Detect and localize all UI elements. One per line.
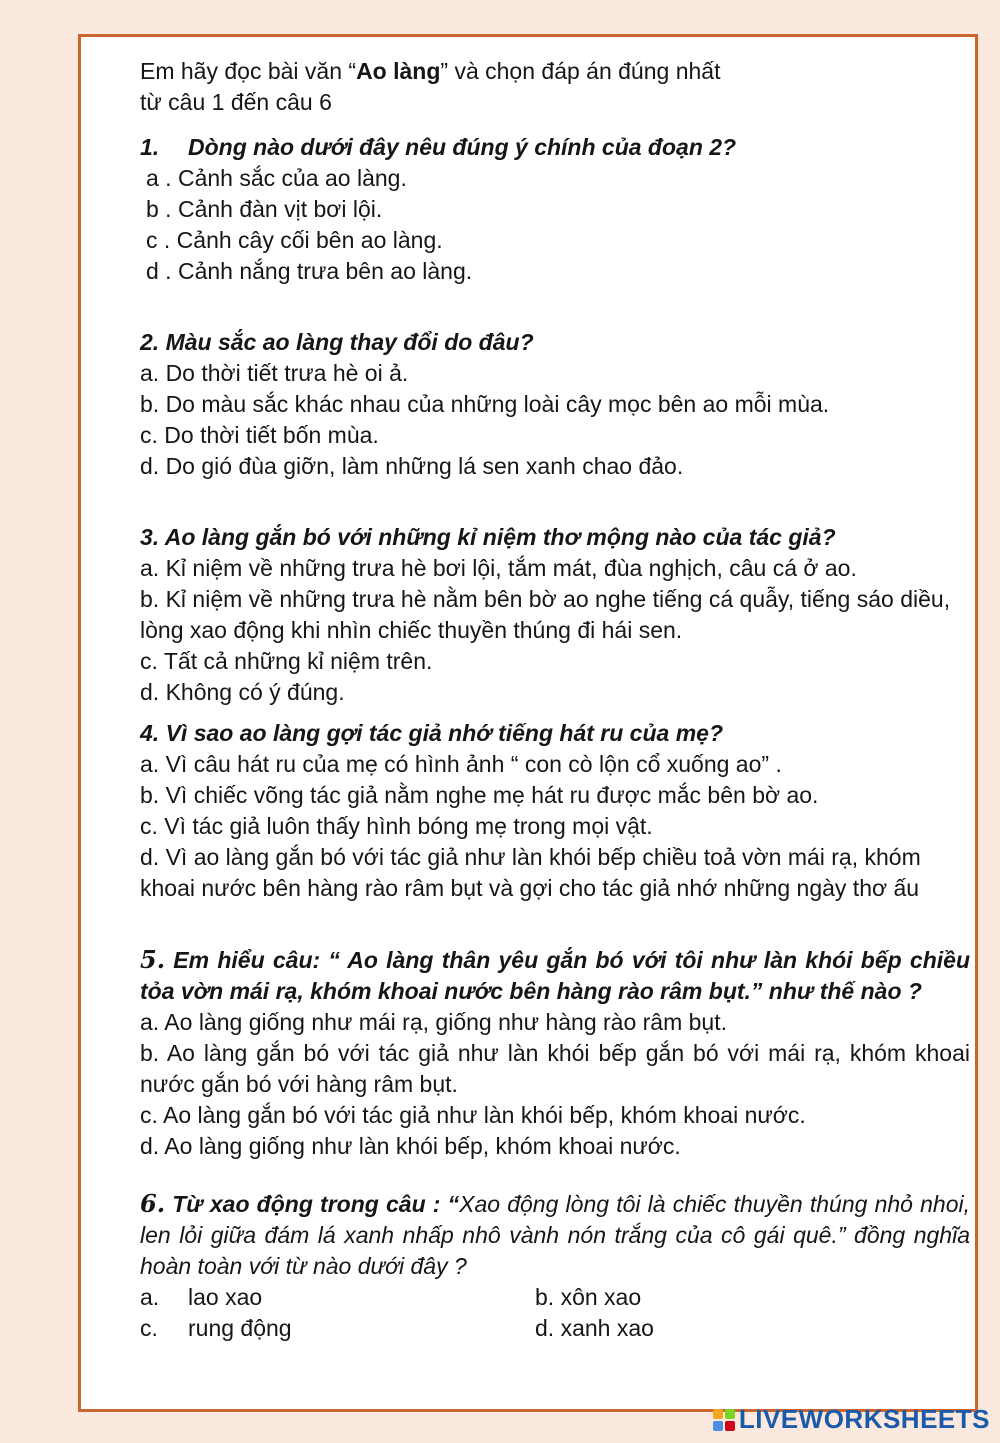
- question-4-text: 4. Vì sao ao làng gợi tác giả nhớ tiếng hát ru của mẹ?: [140, 720, 723, 746]
- intro-text-post: ” và chọn đáp án đúng nhất: [440, 58, 721, 84]
- q5-option-b[interactable]: b. Ao làng gắn bó với tác giả như làn khói bếp gắn bó với mái rạ, khóm khoai nước gắn bó với hàng râm bụt.: [140, 1040, 970, 1097]
- story-title: Ao làng: [356, 58, 441, 84]
- q2-option-d[interactable]: d. Do gió đùa giỡn, làm những lá sen xanh chao đảo.: [140, 453, 684, 479]
- intro-line-2: từ câu 1 đến câu 6: [140, 89, 332, 115]
- intro-text-pre: Em hãy đọc bài văn “: [140, 58, 357, 84]
- q5-option-d[interactable]: d. Ao làng giống như làn khói bếp, khóm khoai nước.: [140, 1133, 681, 1159]
- spacer: [140, 482, 970, 522]
- q3-option-a[interactable]: a. Kỉ niệm về những trưa hè bơi lội, tắm mát, đùa nghịch, câu cá ở ao.: [140, 555, 857, 581]
- q6-option-c-text: rung động: [188, 1315, 292, 1341]
- spacer: [140, 904, 970, 944]
- worksheet-content: [140, 56, 970, 1344]
- q6-option-a[interactable]: [140, 1282, 535, 1313]
- q4-option-a[interactable]: a. Vì câu hát ru của mẹ có hình ảnh “ con cò lộn cổ xuống ao” .: [140, 751, 782, 777]
- q4-option-d[interactable]: d. Vì ao làng gắn bó với tác giả như làn khói bếp chiều toả vờn mái rạ, khóm khoai nước bên hàng rào râm bụt và gợi cho tác giả nhớ những ngày thơ ấu: [140, 844, 921, 901]
- q6-options: [140, 1282, 970, 1344]
- question-6-number: 6.: [140, 1189, 166, 1218]
- liveworksheets-watermark: [713, 1404, 990, 1435]
- q6-option-b[interactable]: [535, 1282, 835, 1313]
- question-6: [140, 1188, 970, 1282]
- question-1-number: 1.: [140, 134, 160, 160]
- liveworksheets-logo-icon: [713, 1409, 735, 1431]
- watermark-text: LIVEWORKSHEETS: [738, 1404, 990, 1434]
- q6-option-a-label: a.: [140, 1284, 160, 1310]
- q1-option-a[interactable]: a . Cảnh sắc của ao làng.: [146, 165, 407, 191]
- q4-option-c[interactable]: c. Vì tác giả luôn thấy hình bóng mẹ trong mọi vật.: [140, 813, 653, 839]
- q6-option-a-text: lao xao: [188, 1284, 263, 1310]
- q6-option-b-text: b. xôn xao: [535, 1284, 642, 1310]
- spacer: [140, 287, 970, 327]
- question-1-text: Dòng nào dưới đây nêu đúng ý chính của đoạn 2?: [188, 134, 737, 160]
- q6-option-c-label: c.: [140, 1315, 158, 1341]
- spacer: [140, 1162, 970, 1188]
- spacer: [140, 708, 970, 718]
- question-5: [140, 944, 970, 1007]
- q1-option-d[interactable]: d . Cảnh nắng trưa bên ao làng.: [146, 258, 473, 284]
- question-1: [140, 132, 970, 163]
- q3-option-d[interactable]: d. Không có ý đúng.: [140, 679, 345, 705]
- q2-option-a[interactable]: a. Do thời tiết trưa hè oi ả.: [140, 360, 409, 386]
- q6-option-c[interactable]: [140, 1313, 535, 1344]
- q3-option-b[interactable]: b. Kỉ niệm về những trưa hè nằm bên bờ ao nghe tiếng cá quẫy, tiếng sáo diều, lòng xao động khi nhìn chiếc thuyền thúng đi hái sen.: [140, 586, 951, 643]
- q5-option-c[interactable]: c. Ao làng gắn bó với tác giả như làn khói bếp, khóm khoai nước.: [140, 1102, 806, 1128]
- intro-line-1: [140, 56, 970, 87]
- question-5-text: Em hiểu câu: “ Ao làng thân yêu gắn bó với tôi như làn khói bếp chiều tỏa vờn mái rạ, khóm khoai nước bên hàng rào râm bụt.” như thế nào ?: [140, 947, 970, 1004]
- question-3-text: 3. Ao làng gắn bó với những kỉ niệm thơ mộng nào của tác giả?: [140, 524, 836, 550]
- q3-option-c[interactable]: c. Tất cả những kỉ niệm trên.: [140, 648, 433, 674]
- q2-option-b[interactable]: b. Do màu sắc khác nhau của những loài cây mọc bên ao mỗi mùa.: [140, 391, 830, 417]
- q2-option-c[interactable]: c. Do thời tiết bốn mùa.: [140, 422, 379, 448]
- q6-option-d-text: d. xanh xao: [535, 1315, 654, 1341]
- question-6-quote: Xao động lòng tôi là chiếc thuyền thúng nhỏ nhoi, len lỏi giữa đám lá xanh nhấp nhô vành nón trắng của cô gái quê.” đồng nghĩa hoàn toàn với từ nào dưới đây ?: [140, 1191, 970, 1279]
- q1-option-c[interactable]: c . Cảnh cây cối bên ao làng.: [146, 227, 443, 253]
- q4-option-b[interactable]: b. Vì chiếc võng tác giả nằm nghe mẹ hát ru được mắc bên bờ ao.: [140, 782, 819, 808]
- q1-option-b[interactable]: b . Cảnh đàn vịt bơi lội.: [146, 196, 383, 222]
- question-2-text: 2. Màu sắc ao làng thay đổi do đâu?: [140, 329, 534, 355]
- q6-option-d[interactable]: [535, 1313, 835, 1344]
- q5-option-a[interactable]: a. Ao làng giống như mái rạ, giống như hàng rào râm bụt.: [140, 1009, 728, 1035]
- question-6-lead: Từ xao động trong câu : “: [165, 1191, 460, 1217]
- question-5-number: 5.: [140, 945, 166, 974]
